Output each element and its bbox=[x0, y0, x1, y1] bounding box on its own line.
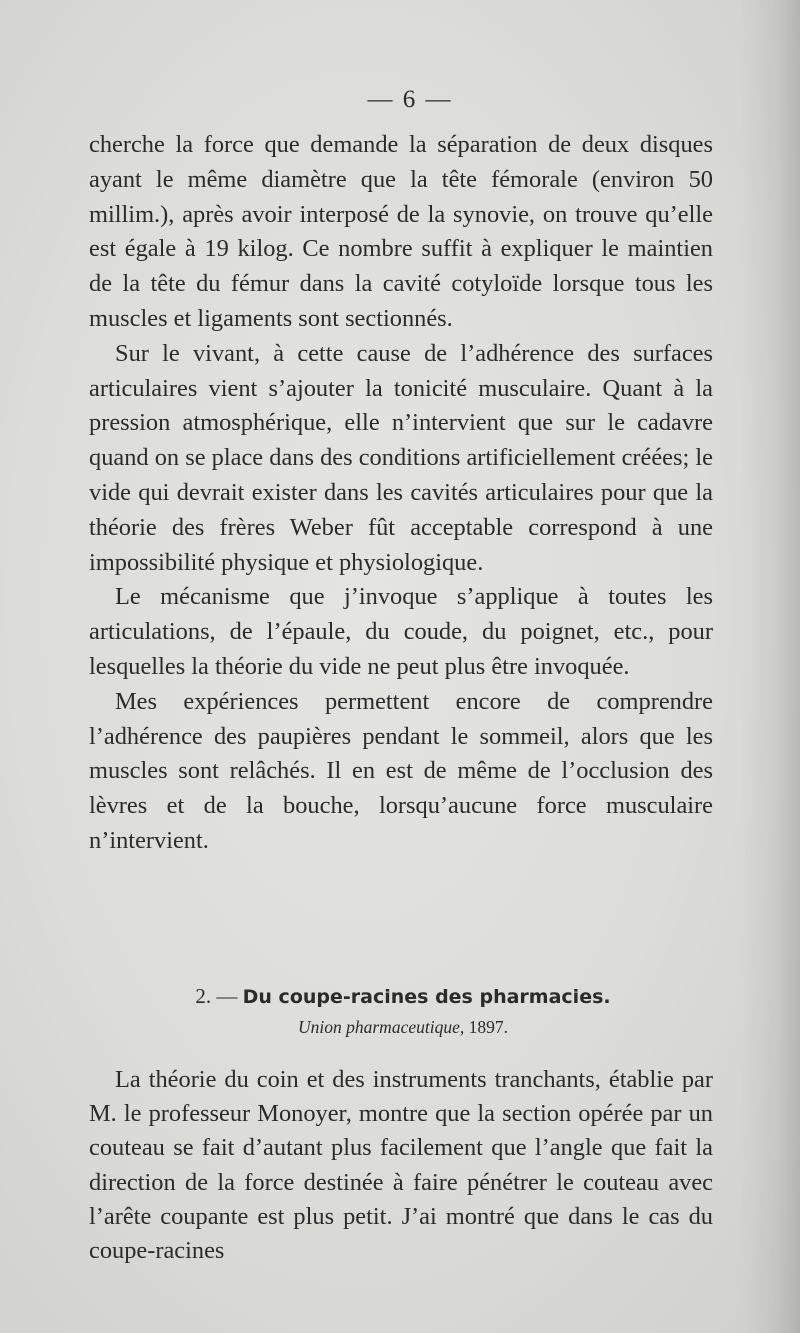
paragraph: Mes expériences permettent encore de comprendre l’adhérence des paupières pendant le sommeil, alors que les muscles sont relâchés. Il en est de même de l’occlusion des lèvres et de la bouche, lorsqu’aucune force musculaire n’intervient. bbox=[89, 687, 713, 854]
section-heading bbox=[0, 984, 800, 1009]
paragraph: Sur le vivant, à cette cause de l’adhérence des surfaces articulaires vient s’ajouter la tonicité musculaire. Quant à la pression atmosphérique, elle n’intervient que sur le cadavre quand on se place dans des conditions artificiellement créées; le vide qui devrait exister dans les cavités articulaires pour que la théorie des frères Weber fût acceptable correspond à une impossibilité physique et physiologique. bbox=[89, 339, 713, 576]
section-body-text bbox=[89, 1063, 713, 1268]
citation-year: 1897. bbox=[468, 1017, 508, 1037]
citation-source: Union pharmaceutique, bbox=[298, 1017, 465, 1037]
paragraph: cherche la force que demande la séparation de deux disques ayant le même diamètre que la tête fémorale (environ 50 millim.), après avoir interposé de la synovie, on trouve qu’elle est égale à 19 kilog. Ce nombre suffit à expliquer le maintien de la tête du fémur dans la cavité cotyloïde lorsque tous les muscles et ligaments sont sectionnés. bbox=[89, 131, 713, 332]
section-citation bbox=[0, 1017, 800, 1038]
paragraph: Le mécanisme que j’invoque s’applique à toutes les articulations, de l’épaule, du coude, du poignet, etc., pour lesquelles la théorie du vide ne peut plus être invoquée. bbox=[89, 583, 713, 680]
section-number: 2. — bbox=[195, 984, 238, 1008]
body-text bbox=[89, 128, 713, 859]
section-title: Du coupe-racines des pharmacies. bbox=[242, 986, 611, 1008]
paragraph: La théorie du coin et des instruments tranchants, établie par M. le professeur Monoyer, montre que la section opérée par un couteau se fait d’autant plus facilement que l’angle que fait la direction de la force destinée à faire pénétrer le couteau avec l’arête coupante est plus petit. J’ai montré que dans le cas du coupe-racines bbox=[89, 1066, 713, 1265]
page-number: — 6 — bbox=[367, 86, 453, 113]
